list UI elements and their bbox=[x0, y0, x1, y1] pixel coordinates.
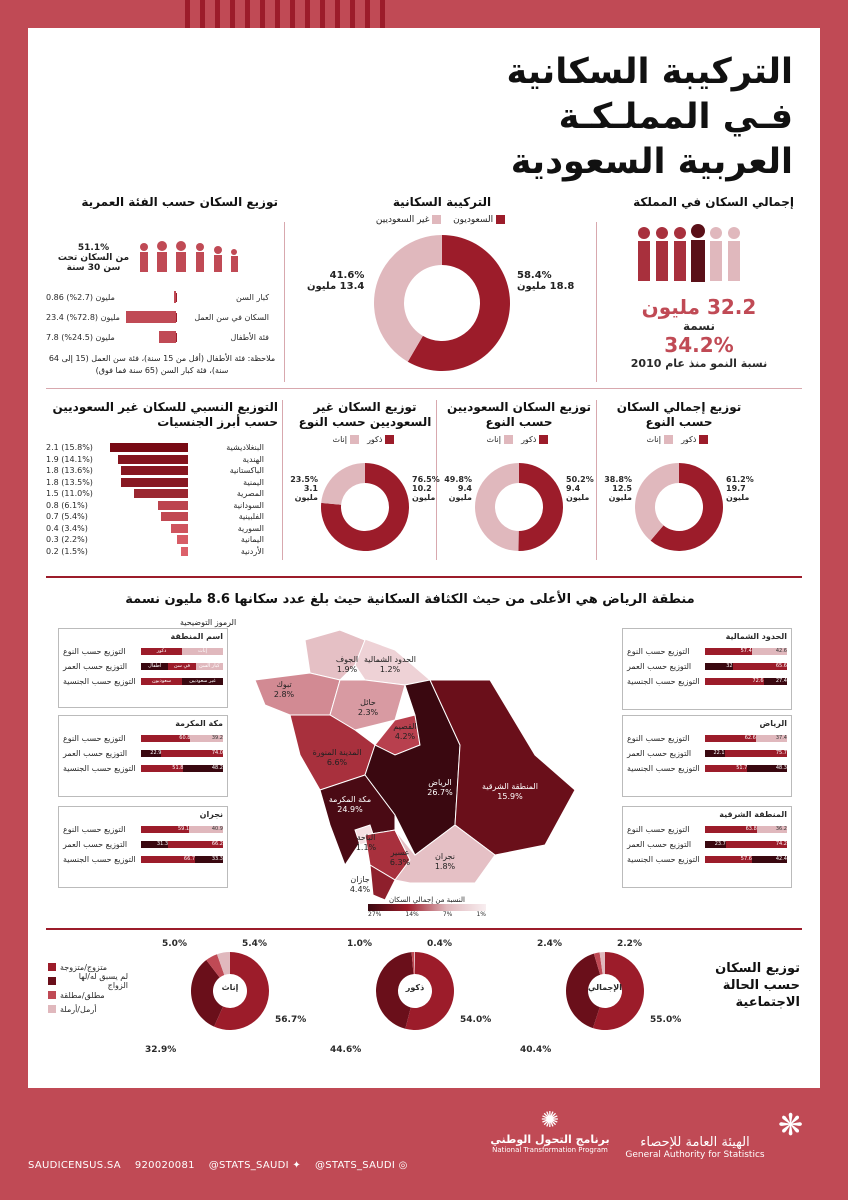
age-row-value: 0.86 مليون (2.7%) bbox=[46, 292, 115, 302]
nationality-bar bbox=[177, 535, 188, 544]
legend-male: ذكور bbox=[521, 435, 537, 444]
card-seg-b: 32 bbox=[705, 663, 733, 670]
nationality-row bbox=[46, 488, 278, 500]
marital-chart bbox=[145, 939, 330, 1055]
nationality-bar bbox=[118, 455, 188, 464]
key-segment: ذكور bbox=[141, 648, 182, 655]
total-unit: نسمة bbox=[682, 319, 716, 333]
region-card-bar bbox=[705, 826, 787, 833]
region-card-name: الرياض bbox=[759, 719, 787, 728]
region-card-row-label: التوزيع حسب النوع bbox=[63, 734, 126, 743]
region-card-row-label: التوزيع حسب الجنسية bbox=[627, 855, 700, 864]
region-card-bar bbox=[705, 765, 787, 772]
card-seg-b: 23.7 bbox=[705, 841, 726, 848]
scale-label: 1% bbox=[476, 911, 486, 918]
growth-rate: 34.2% bbox=[664, 333, 734, 357]
growth-label: نسبة النمو منذ عام 2010 bbox=[630, 357, 768, 370]
key-segment: إناث bbox=[182, 648, 223, 655]
gender-block bbox=[604, 400, 754, 502]
composition-title: التركيبة السكانية bbox=[392, 195, 492, 209]
card-seg-a: 33.3 bbox=[195, 856, 223, 863]
region-card-row-label: التوزيع حسب الجنسية bbox=[63, 855, 136, 864]
nationality-bar bbox=[161, 512, 188, 521]
region-card-bar bbox=[141, 765, 223, 772]
census-logo bbox=[62, 30, 172, 130]
card-seg-a: 40.9 bbox=[189, 826, 223, 833]
nationality-bar bbox=[158, 501, 188, 510]
key-segment: سعوديون bbox=[141, 678, 182, 685]
region-card-bar bbox=[705, 735, 787, 742]
nationality-row bbox=[46, 465, 278, 477]
marital-center: ذكور bbox=[405, 983, 425, 992]
card-seg-a: 39.2 bbox=[190, 735, 223, 742]
region-card-row-label: التوزيع حسب النوع bbox=[627, 825, 690, 834]
region-card-bar bbox=[141, 856, 223, 863]
female-slice bbox=[475, 463, 519, 551]
total-population: 32.2 مليون bbox=[641, 295, 757, 319]
never-married-value: 44.6% bbox=[330, 1045, 362, 1055]
gastat-emblem-icon: ❋ bbox=[778, 1108, 804, 1143]
region-card-bar bbox=[705, 841, 787, 848]
nationalities-title: التوزيع النسبي للسكان غير السعوديين حسب أبرز الجنسيات bbox=[52, 400, 278, 429]
card-seg-b: 51.8 bbox=[141, 765, 183, 772]
region-card-row-label: التوزيع حسب الجنسية bbox=[627, 764, 700, 773]
map-title: منطقة الرياض هي الأعلى من حيث الكثافة السكانية حيث بلغ عدد سكانها 8.6 مليون نسمة bbox=[125, 592, 695, 607]
region-label: الباحة 1.1% bbox=[355, 833, 377, 852]
region-label: جازان 4.4% bbox=[349, 875, 371, 894]
card-seg-b: 31.3 bbox=[141, 841, 168, 848]
nationality-name: السورية bbox=[237, 523, 264, 533]
legend-male: ذكور bbox=[367, 435, 383, 444]
region-label: تبوك 2.8% bbox=[273, 680, 295, 699]
region-card-name: المنطقة الشرقية bbox=[719, 810, 787, 819]
saudi-map-logo-icon bbox=[72, 30, 162, 90]
nationality-name: اليمنية bbox=[243, 477, 264, 487]
widowed-value: 0.4% bbox=[427, 939, 452, 949]
footer-twitter[interactable]: @STATS_SAUDI bbox=[208, 1160, 289, 1171]
age-row bbox=[46, 307, 278, 327]
card-seg-b: 62.6 bbox=[705, 735, 756, 742]
age-bar bbox=[159, 331, 176, 343]
age-row bbox=[46, 287, 278, 307]
marital-legend bbox=[48, 960, 128, 1016]
nationality-row bbox=[46, 546, 278, 558]
instagram-icon: ◎ bbox=[398, 1160, 408, 1171]
card-seg-a: 42.4 bbox=[752, 856, 787, 863]
legend-female: إناث bbox=[486, 435, 501, 444]
nationalities-block bbox=[46, 400, 278, 557]
region-card-row-label: التوزيع حسب الجنسية bbox=[63, 677, 136, 686]
marital-legend-item: أرمل/أرملة bbox=[48, 1002, 128, 1016]
region-card-row-label: التوزيع حسب النوع bbox=[627, 734, 690, 743]
footer-contacts bbox=[28, 1160, 408, 1178]
nationality-value: 0.7 (5.4%) bbox=[46, 512, 88, 522]
scale-label: 27% bbox=[368, 911, 382, 918]
region-card-row-label: التوزيع حسب العمر bbox=[63, 749, 128, 758]
age-bar bbox=[126, 311, 176, 323]
nationality-name: اليمانية bbox=[240, 535, 264, 545]
nationality-value: 1.5 (11.0%) bbox=[46, 489, 93, 499]
age-block bbox=[46, 195, 278, 375]
non-saudi-count: 13.4 مليون bbox=[307, 281, 365, 292]
female-slice bbox=[635, 463, 679, 541]
region-card-bar bbox=[705, 648, 787, 655]
composition-donut bbox=[372, 233, 512, 373]
region-card-bar bbox=[141, 735, 223, 742]
legend-non-saudi: غير السعوديين bbox=[375, 215, 430, 225]
age-rows bbox=[46, 287, 278, 347]
widowed-value: 2.2% bbox=[617, 939, 642, 949]
card-seg-b: 22.1 bbox=[705, 750, 725, 757]
region-card bbox=[622, 628, 792, 710]
nationality-row bbox=[46, 500, 278, 512]
card-seg-b: 51.7 bbox=[705, 765, 747, 772]
region-card-row-label: التوزيع حسب العمر bbox=[627, 662, 692, 671]
region-card-bar bbox=[705, 750, 787, 757]
nationality-bar bbox=[171, 524, 188, 533]
region-card-name: مكة المكرمة bbox=[175, 719, 223, 728]
key-segment: في سن العمل bbox=[168, 663, 195, 670]
nationality-value: 0.3 (2.2%) bbox=[46, 535, 88, 545]
female-label: 49.8% 9.4 مليون bbox=[444, 475, 472, 502]
gender-donut bbox=[320, 462, 410, 552]
scale-label: 7% bbox=[442, 911, 453, 918]
region-card-name: نجران bbox=[199, 810, 223, 819]
male-slice bbox=[518, 463, 563, 551]
gender-donut bbox=[634, 462, 724, 552]
marital-legend-item: مطلق/مطلقة bbox=[48, 988, 128, 1002]
region-card-bar bbox=[705, 856, 787, 863]
card-seg-a: 48.2 bbox=[183, 765, 223, 772]
female-slice bbox=[321, 463, 365, 505]
nationality-name: الفلبينية bbox=[238, 512, 264, 522]
nationality-name: البنغلاديشية bbox=[226, 443, 264, 453]
region-card bbox=[58, 715, 228, 797]
marital-chart bbox=[520, 939, 705, 1055]
region-card-bar bbox=[141, 841, 223, 848]
region-card bbox=[622, 715, 792, 797]
gender-donut bbox=[474, 462, 564, 552]
male-label: 76.5% 10.2 مليون bbox=[412, 475, 440, 502]
nationality-value: 0.4 (3.4%) bbox=[46, 523, 88, 533]
card-seg-b: 59.1 bbox=[141, 826, 189, 833]
composition-block bbox=[292, 195, 592, 292]
divorced-value: 2.4% bbox=[537, 939, 562, 949]
nationality-name: الهندية bbox=[242, 454, 264, 464]
region-label: الحدود الشمالية 1.2% bbox=[364, 655, 416, 674]
age-people-icon bbox=[136, 240, 246, 274]
nationality-value: 2.1 (15.8%) bbox=[46, 443, 93, 453]
nationality-row bbox=[46, 511, 278, 523]
divorced-value: 5.0% bbox=[162, 939, 187, 949]
region-card bbox=[58, 806, 228, 888]
nationalities-rows bbox=[46, 442, 278, 557]
region-card-row-label: التوزيع حسب العمر bbox=[63, 840, 128, 849]
region-card-bar bbox=[141, 648, 223, 655]
never-married-value: 40.4% bbox=[520, 1045, 552, 1055]
nationality-value: 1.8 (13.6%) bbox=[46, 466, 93, 476]
card-seg-b: 57.4 bbox=[705, 648, 752, 655]
region-card-row-label: التوزيع حسب الجنسية bbox=[63, 764, 136, 773]
region-label: المنطقة الشرقية 15.9% bbox=[482, 782, 538, 801]
male-label: 61.2% 19.7 مليون bbox=[726, 475, 754, 502]
marital-legend-item: لم يسبق له/لها الزواج bbox=[48, 974, 128, 988]
card-seg-a: 27.4 bbox=[764, 678, 787, 685]
region-label: القصيم 4.2% bbox=[393, 722, 417, 741]
marital-center: إناث bbox=[221, 983, 239, 992]
age-row-label: كبار السن bbox=[176, 293, 271, 302]
nationality-row bbox=[46, 454, 278, 466]
card-seg-b: 72.6 bbox=[705, 678, 764, 685]
card-seg-a: 36.2 bbox=[757, 826, 787, 833]
gender-title: توزيع السكان غير السعوديين حسب النوع bbox=[298, 400, 432, 429]
region-card-row-label: التوزيع حسب النوع bbox=[63, 647, 126, 656]
nationality-row bbox=[46, 534, 278, 546]
page-title bbox=[453, 50, 793, 185]
under30-label: من السكان تحت سن 30 سنة bbox=[57, 253, 130, 273]
gender-block bbox=[444, 400, 594, 502]
female-label: 38.8% 12.5 مليون bbox=[604, 475, 632, 502]
ntp-logo: ✺ برنامج التحول الوطني National Transformation Program bbox=[490, 1108, 610, 1154]
age-title: توزيع السكان حسب الفئة العمرية bbox=[81, 195, 278, 209]
region-card-row-label: التوزيع حسب العمر bbox=[63, 662, 128, 671]
legend-saudi: السعوديون bbox=[453, 215, 494, 225]
marital-legend-item: متزوج/متزوجة bbox=[48, 960, 128, 974]
nationality-name: الباكستانية bbox=[229, 466, 264, 476]
region-card-row-label: التوزيع حسب العمر bbox=[627, 749, 692, 758]
title-line-2: فـي المملـكـة bbox=[558, 97, 793, 137]
region-card-bar bbox=[141, 678, 223, 685]
region-card-row-label: التوزيع حسب النوع bbox=[63, 825, 126, 834]
nationality-bar bbox=[121, 478, 188, 487]
legend-male: ذكور bbox=[681, 435, 697, 444]
nationality-name: السودانية bbox=[233, 500, 264, 510]
card-seg-a: 75.7 bbox=[725, 750, 787, 757]
nationality-value: 0.2 (1.5%) bbox=[46, 546, 88, 556]
widowed-value: 5.4% bbox=[242, 939, 267, 949]
footer-phone[interactable]: 920020081 bbox=[134, 1160, 195, 1171]
region-card-bar bbox=[141, 750, 223, 757]
male-label: 50.2% 9.4 مليون bbox=[566, 475, 594, 502]
card-seg-a: 66.2 bbox=[168, 841, 223, 848]
ntp-emblem-icon: ✺ bbox=[540, 1108, 560, 1133]
card-seg-a: 74.2 bbox=[726, 841, 787, 848]
card-seg-b: 22.9 bbox=[141, 750, 161, 757]
region-card-bar bbox=[705, 678, 787, 685]
gender-block bbox=[290, 400, 440, 502]
title-line-1: التركيبة السكانية bbox=[506, 52, 793, 92]
marital-chart bbox=[330, 939, 515, 1055]
region-label: الرياض 26.7% bbox=[427, 778, 453, 797]
marital-center: الإجمالي bbox=[588, 983, 622, 992]
card-seg-b: 60.8 bbox=[141, 735, 190, 742]
married-value: 54.0% bbox=[460, 1015, 492, 1025]
divorced-value: 1.0% bbox=[347, 939, 372, 949]
logo-sub: التعداد العام للسكان والمساكن 2022 bbox=[70, 123, 164, 130]
region-card-name: اسم المنطقة bbox=[170, 632, 223, 641]
region-label: المدينة المنورة 6.6% bbox=[312, 748, 362, 767]
logo-en: SAUDI CENSUS bbox=[67, 109, 167, 123]
age-row bbox=[46, 327, 278, 347]
card-seg-b: 63.8 bbox=[705, 826, 757, 833]
nationality-bar bbox=[181, 547, 188, 556]
saudi-pct: 58.4% bbox=[517, 270, 552, 281]
marital-title: توزيع السكان حسب الحالة الاجتماعية bbox=[715, 961, 800, 1010]
key-segment: أطفال bbox=[141, 663, 168, 670]
region-card-bar bbox=[141, 663, 223, 676]
under30-pct: 51.1% bbox=[77, 243, 110, 253]
nationality-name: المصرية bbox=[236, 489, 264, 499]
gender-title: توزيع إجمالي السكان حسب النوع bbox=[616, 400, 742, 429]
never-married-value: 32.9% bbox=[145, 1045, 177, 1055]
logo-ar: تعداد السعودية bbox=[70, 94, 164, 109]
nationality-row bbox=[46, 442, 278, 454]
region-label: حائل 2.3% bbox=[357, 698, 379, 717]
saudi-count: 18.8 مليون bbox=[517, 281, 575, 292]
scale-title: النسبة من إجمالي السكان bbox=[389, 896, 465, 904]
nationality-row bbox=[46, 523, 278, 535]
card-seg-a: 48.3 bbox=[747, 765, 787, 772]
map-key-title: الرموز التوضيحية bbox=[180, 618, 237, 627]
legend-female: إناث bbox=[332, 435, 347, 444]
footer-instagram[interactable]: @STATS_SAUDI bbox=[314, 1160, 396, 1171]
married-value: 56.7% bbox=[275, 1015, 307, 1025]
region-card-bar bbox=[141, 826, 223, 833]
people-icon bbox=[634, 223, 744, 285]
nationality-row bbox=[46, 477, 278, 489]
region-card-row-label: التوزيع حسب النوع bbox=[627, 647, 690, 656]
nationality-bar bbox=[110, 443, 188, 452]
total-population-block bbox=[604, 195, 794, 370]
region-label: نجران 1.8% bbox=[434, 852, 456, 871]
nationality-name: الأردنية bbox=[240, 546, 264, 556]
region-card-name: الحدود الشمالية bbox=[725, 632, 787, 641]
female-label: 23.5% 3.1 مليون bbox=[290, 475, 318, 502]
nationality-value: 1.9 (14.1%) bbox=[46, 454, 93, 464]
region-card bbox=[58, 628, 228, 708]
age-row-label: فئة الأطفال bbox=[176, 333, 271, 342]
region-card-bar bbox=[705, 663, 787, 670]
region-label: عسير 6.3% bbox=[389, 848, 411, 867]
card-seg-b: 57.6 bbox=[705, 856, 752, 863]
gender-title: توزيع السكان السعوديين حسب النوع bbox=[446, 400, 592, 429]
region-label: الجوف 1.9% bbox=[335, 655, 359, 674]
age-row-label: السكان في سن العمل bbox=[176, 313, 271, 322]
region-label: مكة المكرمة 24.9% bbox=[328, 795, 372, 814]
twitter-icon: ✦ bbox=[292, 1160, 302, 1171]
age-row-value: 7.8 مليون (24.5%) bbox=[46, 332, 115, 342]
region-card bbox=[622, 806, 792, 888]
card-seg-a: 74.0 bbox=[161, 750, 223, 757]
non-saudi-pct: 41.6% bbox=[329, 270, 365, 281]
married-value: 55.0% bbox=[650, 1015, 682, 1025]
key-segment: كبار السن bbox=[196, 663, 223, 670]
key-segment: غير سعوديين bbox=[182, 678, 223, 685]
total-title: إجمالي السكان في المملكة bbox=[633, 195, 794, 209]
title-line-3: العربية السعودية bbox=[510, 142, 793, 182]
scale-label: 14% bbox=[405, 911, 419, 918]
map-scale bbox=[368, 896, 486, 918]
footer-site[interactable]: SAUDICENSUS.SA bbox=[28, 1160, 121, 1171]
card-seg-b: 66.7 bbox=[141, 856, 195, 863]
card-seg-a: 37.4 bbox=[756, 735, 787, 742]
nationality-value: 0.8 (6.1%) bbox=[46, 500, 88, 510]
gastat-logo: الهيئة العامة للإحصاء General Authority for Statistics bbox=[625, 1135, 765, 1160]
nationality-bar bbox=[121, 466, 188, 475]
card-seg-a: 42.6 bbox=[752, 648, 787, 655]
age-row-value: 23.4 مليون (72.8%) bbox=[46, 312, 120, 322]
card-seg-a: 65.6 bbox=[733, 663, 787, 670]
nationality-bar bbox=[134, 489, 188, 498]
region-card-row-label: التوزيع حسب العمر bbox=[627, 840, 692, 849]
legend-female: إناث bbox=[646, 435, 661, 444]
nationality-value: 1.8 (13.5%) bbox=[46, 477, 93, 487]
age-note: ملاحظة: فئة الأطفال (أقل من 15 سنة)، فئة سن العمل (15 إلى 64 سنة)، فئة كبار السن (65 سنة فما فوق) bbox=[48, 354, 276, 375]
region-card-row-label: التوزيع حسب الجنسية bbox=[627, 677, 700, 686]
